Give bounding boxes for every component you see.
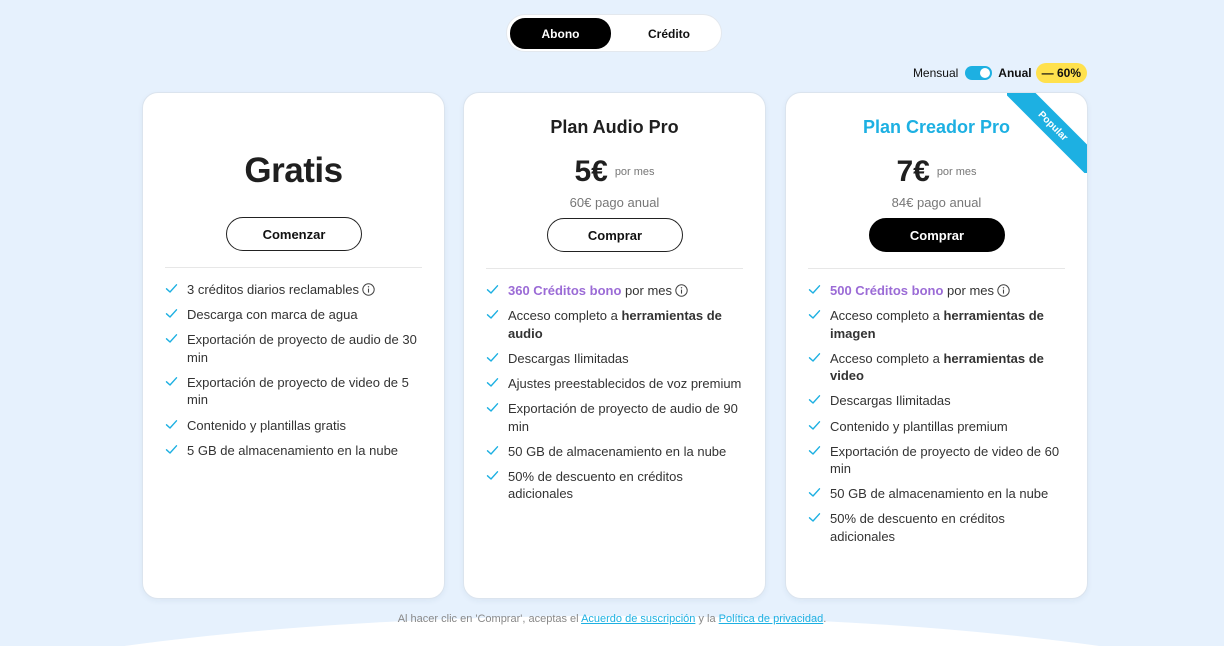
feature-item xyxy=(165,374,426,409)
feature-item xyxy=(165,306,426,324)
buy-button[interactable]: Comprar xyxy=(869,218,1005,252)
footer-middle: y la xyxy=(698,613,716,625)
feature-item xyxy=(486,375,747,393)
price-row xyxy=(786,155,1087,189)
feature-item xyxy=(808,510,1069,545)
feature-text: Acceso completo a xyxy=(830,350,940,366)
check-icon xyxy=(808,419,821,432)
feature-list xyxy=(808,282,1069,553)
check-icon xyxy=(486,308,499,321)
info-icon[interactable] xyxy=(362,283,375,296)
plan-title: Gratis xyxy=(244,151,343,190)
start-button[interactable]: Comenzar xyxy=(226,217,362,251)
feature-text: 50% de descuento en créditos adicionales xyxy=(508,468,683,502)
feature-text: Exportación de proyecto de audio de 90 min xyxy=(508,400,738,434)
price-period: por mes xyxy=(614,166,655,178)
buy-button[interactable]: Comprar xyxy=(547,218,683,252)
credits-highlight: 500 Créditos bono xyxy=(830,283,944,298)
check-icon xyxy=(486,444,499,457)
plan-card-audio-pro xyxy=(463,92,766,599)
feature-item xyxy=(165,417,426,435)
feature-text: 5 GB de almacenamiento en la nube xyxy=(187,442,399,458)
feature-text: 50 GB de almacenamiento en la nube xyxy=(508,443,727,459)
check-icon xyxy=(808,444,821,457)
feature-text: Descarga con marca de agua xyxy=(187,307,358,323)
feature-item xyxy=(165,331,426,366)
feature-item xyxy=(808,392,1069,410)
plan-type-toggle xyxy=(506,14,722,52)
feature-item xyxy=(165,442,426,460)
check-icon xyxy=(165,418,178,431)
check-icon xyxy=(808,351,821,364)
divider xyxy=(165,267,422,268)
feature-item xyxy=(486,350,747,368)
discount-badge: — 60% xyxy=(1036,63,1087,83)
feature-item xyxy=(486,282,747,300)
feature-item xyxy=(486,400,747,435)
feature-item xyxy=(486,307,747,342)
credits-highlight: 360 Créditos bono xyxy=(508,283,622,298)
info-icon[interactable] xyxy=(997,284,1010,297)
price-row xyxy=(464,155,765,189)
feature-text-bold: herramientas de video xyxy=(830,350,1044,384)
check-icon xyxy=(486,283,499,296)
plan-card-creator-pro xyxy=(785,92,1088,599)
plan-title: Plan Creador Pro xyxy=(862,117,1011,137)
check-icon xyxy=(165,375,178,388)
subscription-agreement-link[interactable]: Acuerdo de suscripción xyxy=(581,613,696,625)
feature-text: 50% de descuento en créditos adicionales xyxy=(830,511,1005,545)
privacy-policy-link[interactable]: Política de privacidad xyxy=(718,613,824,625)
feature-item xyxy=(808,307,1069,342)
feature-text: Exportación de proyecto de video de 60 min xyxy=(830,443,1060,477)
check-icon xyxy=(808,283,821,296)
check-icon xyxy=(486,351,499,364)
divider xyxy=(486,268,743,269)
check-icon xyxy=(808,308,821,321)
credits-suffix: por mes xyxy=(947,283,995,298)
plan-title: Plan Audio Pro xyxy=(550,117,679,137)
feature-text: Exportación de proyecto de video de 5 min xyxy=(187,374,409,408)
annual-price: 60€ pago anual xyxy=(569,195,660,210)
feature-text-bold: herramientas de audio xyxy=(508,308,722,341)
footer-suffix: . xyxy=(823,613,827,625)
billing-toggle-switch[interactable] xyxy=(965,66,992,80)
price-amount: 7€ xyxy=(896,155,930,188)
terms-footer xyxy=(0,613,1224,625)
feature-text: Descargas Ilimitadas xyxy=(508,350,629,366)
feature-text: 50 GB de almacenamiento en la nube xyxy=(830,486,1049,502)
check-icon xyxy=(165,443,178,456)
annual-price: 84€ pago anual xyxy=(891,195,982,210)
footer-prefix: Al hacer clic en 'Comprar', aceptas el xyxy=(397,613,579,625)
feature-text-bold: herramientas de imagen xyxy=(830,308,1044,341)
feature-list xyxy=(486,282,747,510)
feature-item xyxy=(808,443,1069,478)
check-icon xyxy=(486,401,499,414)
annual-label: Anual xyxy=(998,66,1032,80)
feature-list xyxy=(165,281,426,467)
check-icon xyxy=(808,393,821,406)
plan-card-free xyxy=(142,92,445,599)
price-period: por mes xyxy=(936,166,977,178)
feature-item xyxy=(808,418,1069,436)
credits-suffix: por mes xyxy=(625,283,673,298)
check-icon xyxy=(165,332,178,345)
feature-text: Exportación de proyecto de audio de 30 min xyxy=(187,332,417,365)
feature-text: Descargas Ilimitadas xyxy=(830,393,951,409)
divider xyxy=(808,268,1065,269)
feature-text: Ajustes preestablecidos de voz premium xyxy=(508,375,742,391)
feature-item xyxy=(165,281,426,299)
feature-item xyxy=(486,443,747,461)
check-icon xyxy=(808,486,821,499)
check-icon xyxy=(486,376,499,389)
billing-period xyxy=(913,63,1087,83)
feature-item xyxy=(808,282,1069,300)
price-amount: 5€ xyxy=(574,155,608,188)
feature-item xyxy=(808,485,1069,503)
feature-text: 3 créditos diarios reclamables xyxy=(187,282,359,297)
check-icon xyxy=(808,511,821,524)
feature-text: Contenido y plantillas premium xyxy=(830,418,1008,434)
feature-text: Acceso completo a xyxy=(508,308,618,324)
check-icon xyxy=(165,282,178,295)
monthly-label: Mensual xyxy=(912,66,959,80)
feature-text: Acceso completo a xyxy=(830,308,940,324)
switch-knob xyxy=(980,68,990,78)
tab-abono[interactable]: Abono xyxy=(510,18,611,49)
check-icon xyxy=(165,307,178,320)
tab-credito[interactable]: Crédito xyxy=(648,26,690,41)
feature-item xyxy=(486,468,747,503)
info-icon[interactable] xyxy=(675,284,688,297)
popular-badge: Popular xyxy=(1007,93,1087,173)
feature-text: Contenido y plantillas gratis xyxy=(187,417,346,433)
feature-item xyxy=(808,350,1069,385)
check-icon xyxy=(486,469,499,482)
